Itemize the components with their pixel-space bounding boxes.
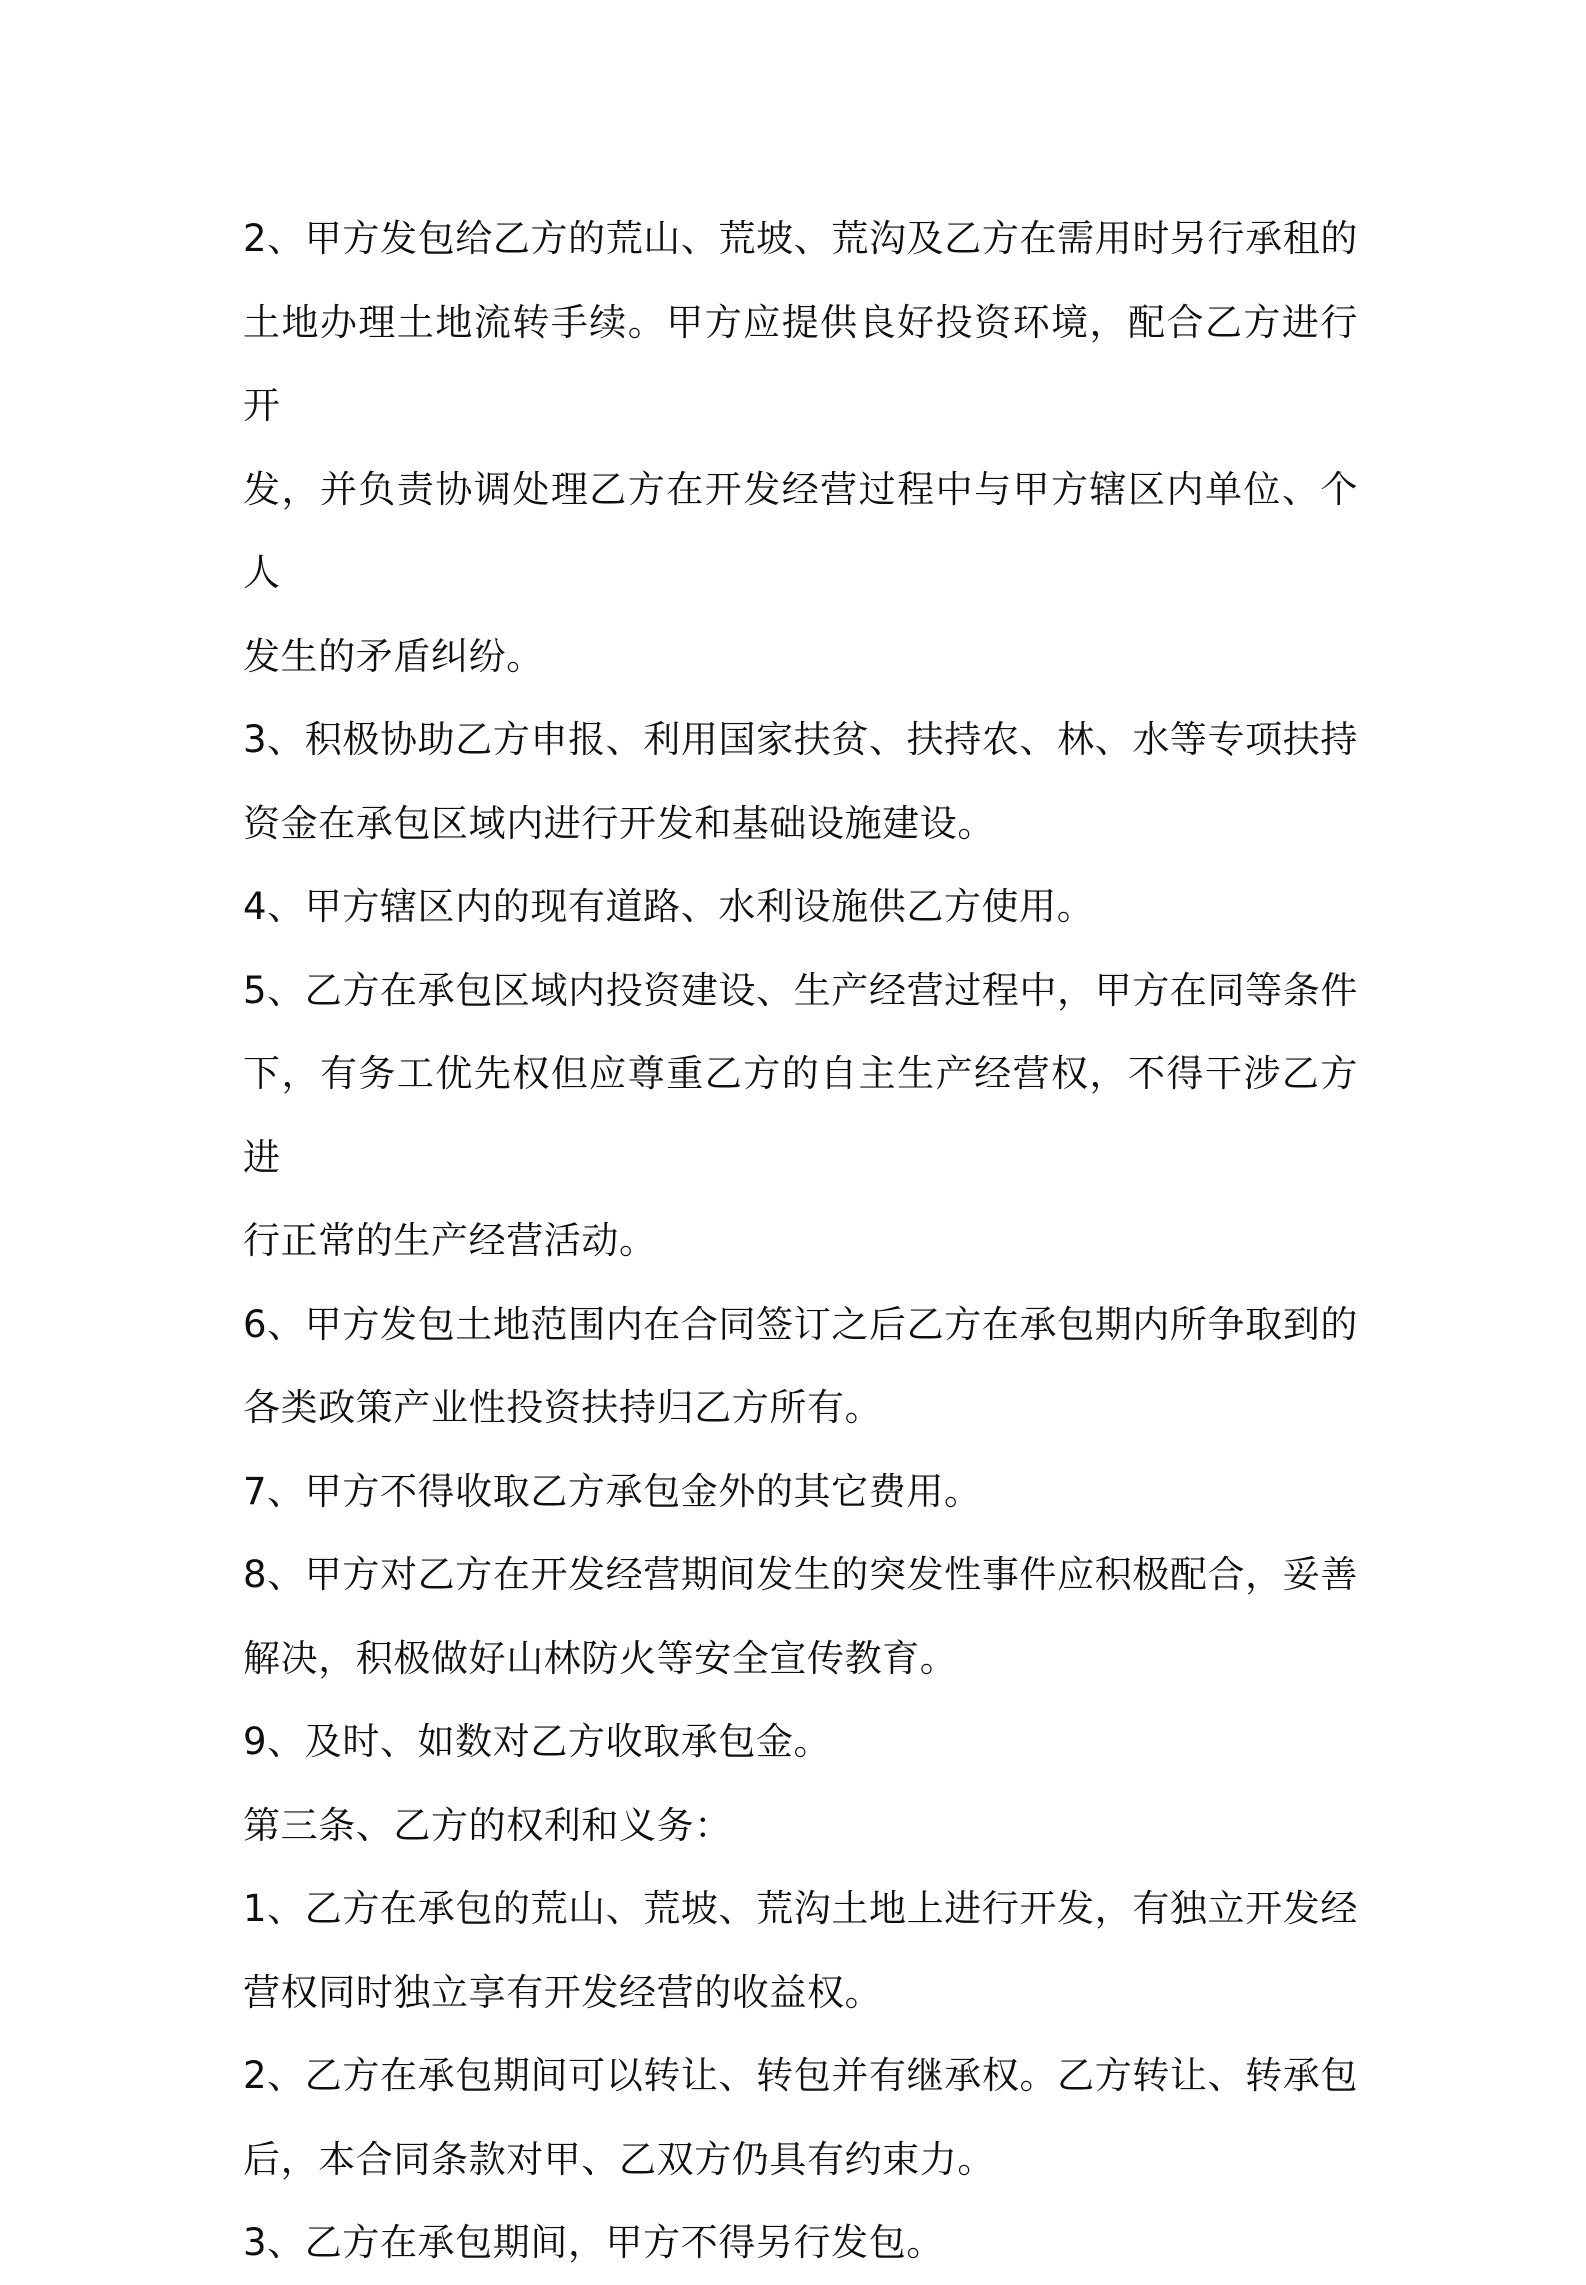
para-4-line-1: 5、乙方在承包区域内投资建设、生产经营过程中，甲方在同等条件: [243, 968, 1358, 1012]
document-body: [243, 197, 1358, 2285]
para-2-line-2: 资金在承包区域内进行开发和基础设施建设。: [243, 801, 995, 845]
para-1-line-1: 2、甲方发包给乙方的荒山、荒坡、荒沟及乙方在需用时另行承租的: [243, 217, 1358, 260]
para-12-line-1: 3、乙方在承包期间，甲方不得另行发包。: [243, 2221, 944, 2264]
para-5-line-1: 6、甲方发包土地范围内在合同签订之后乙方在承包期内所争取到的: [243, 1302, 1358, 1346]
para-3-line-1: 4、甲方辖区内的现有道路、水利设施供乙方使用。: [243, 885, 1095, 928]
para-11-line-1: 2、乙方在承包期间可以转让、转包并有继承权。乙方转让、转承包: [243, 2054, 1358, 2097]
section-heading-article-3: 第三条、乙方的权利和义务：: [243, 1803, 732, 1847]
para-2-line-1: 3、积极协助乙方申报、利用国家扶贫、扶持农、林、水等专项扶持: [243, 718, 1358, 761]
para-4-line-3: 行正常的生产经营活动。: [243, 1219, 657, 1262]
para-1-line-3: 发，并负责协调处理乙方在开发经营过程中与甲方辖区内单位、个人: [243, 467, 1358, 594]
para-7-line-2: 解决，积极做好山林防火等安全宣传教育。: [243, 1636, 958, 1680]
para-11-line-2: 后，本合同条款对甲、乙双方仍具有约束力。: [243, 2137, 995, 2181]
para-7-line-1: 8、甲方对乙方在开发经营期间发生的突发性事件应积极配合，妥善: [243, 1553, 1358, 1596]
para-1-line-2: 土地办理土地流转手续。甲方应提供良好投资环境，配合乙方进行开: [243, 300, 1358, 427]
para-10-line-2: 营权同时独立享有开发经营的收益权。: [243, 1970, 883, 2014]
para-8-line-1: 9、及时、如数对乙方收取承包金。: [243, 1720, 832, 1763]
para-10-line-1: 1、乙方在承包的荒山、荒坡、荒沟土地上进行开发，有独立开发经: [243, 1887, 1358, 1930]
para-6-line-1: 7、甲方不得收取乙方承包金外的其它费用。: [243, 1469, 982, 1513]
para-4-line-2: 下，有务工优先权但应尊重乙方的自主生产经营权，不得干涉乙方进: [243, 1052, 1358, 1179]
para-1-line-4: 发生的矛盾纠纷。: [243, 634, 544, 678]
para-5-line-2: 各类政策产业性投资扶持归乙方所有。: [243, 1386, 883, 1429]
